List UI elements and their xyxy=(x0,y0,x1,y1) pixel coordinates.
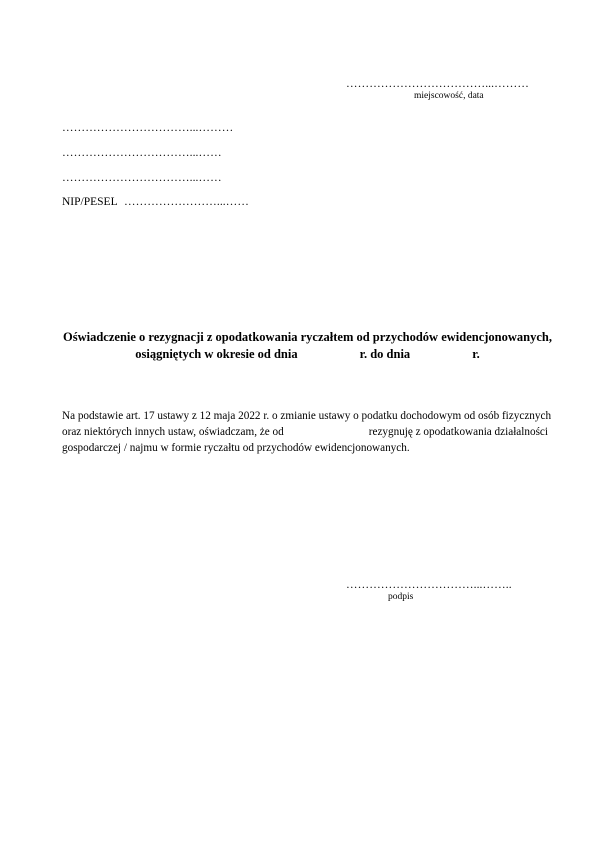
place-date-field[interactable]: ………………………………...……… xyxy=(346,78,529,90)
name-field[interactable]: ……………………………...……… xyxy=(62,122,234,134)
statement-line-1: Na podstawie art. 17 ustawy z 12 maja 2022 r. o zmianie ustawy o podatku dochodowym od osób fizycznych xyxy=(62,410,552,422)
statement-line-2-start: oraz niektórych innych ustaw, oświadczam, że od xyxy=(62,426,284,438)
statement-line-3: gospodarczej / najmu w formie ryczałtu od przychodów ewidencjonowanych. xyxy=(62,442,410,454)
nip-pesel-field[interactable]: ……………………...…… xyxy=(124,196,249,208)
place-date-caption: miejscowość, data xyxy=(414,91,484,101)
address-field-2[interactable]: ……………………………...…… xyxy=(62,172,222,184)
document-title-line-1: Oświadczenie o rezygnacji z opodatkowania ryczałtem od przychodów ewidencjonowanych, xyxy=(63,330,552,344)
document-title-line-2 xyxy=(40,345,575,363)
nip-pesel-label: NIP/PESEL xyxy=(62,196,118,208)
signature-field[interactable]: ……………………………...…….. xyxy=(346,579,512,591)
address-field-1[interactable]: ……………………………...…… xyxy=(62,147,222,159)
title-period-to-text: r. do dnia xyxy=(359,347,411,361)
title-period-from-text: osiągniętych w okresie od dnia xyxy=(135,347,298,361)
title-period-end-suffix: r. xyxy=(472,347,480,361)
statement-line-2 xyxy=(62,424,548,440)
statement-line-2-end: rezygnuję z opodatkowania działalności xyxy=(368,426,548,438)
nip-pesel-row xyxy=(62,195,249,209)
signature-caption: podpis xyxy=(388,592,414,602)
